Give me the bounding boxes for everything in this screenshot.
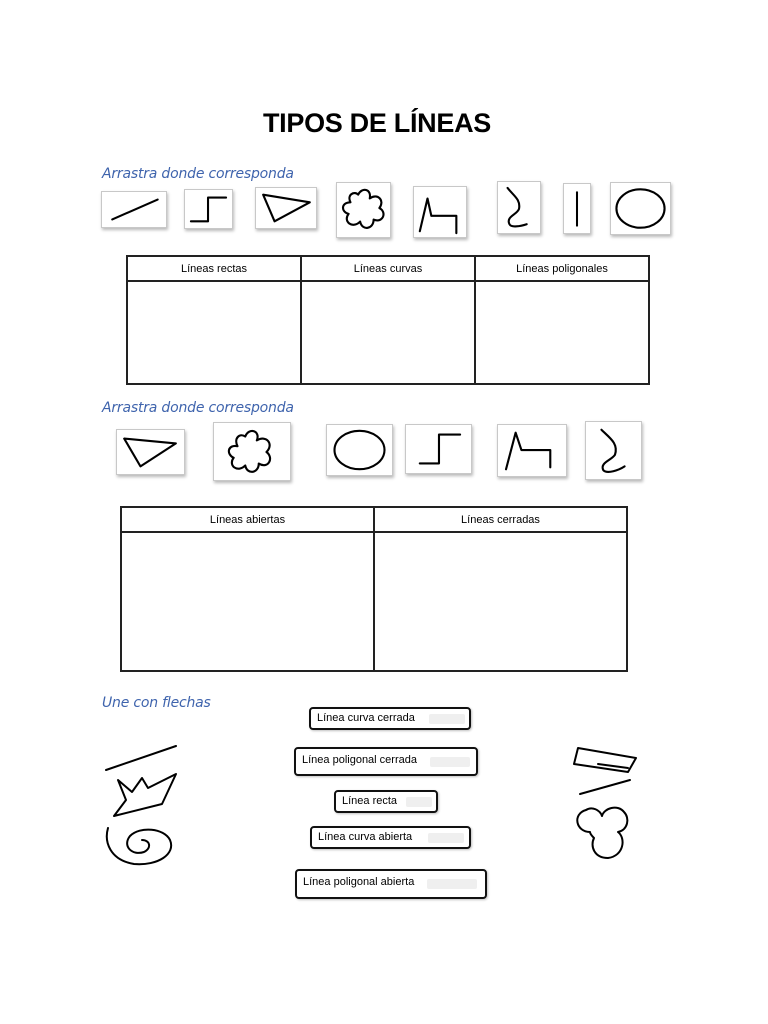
closed-curve-flower-icon bbox=[337, 183, 390, 237]
open-polygonal-zigzag-icon bbox=[566, 744, 644, 798]
page-title: TIPOS DE LÍNEAS bbox=[262, 108, 492, 138]
sort-table-2 bbox=[120, 506, 628, 672]
drag-card-oval-2[interactable] bbox=[326, 424, 393, 476]
open-polygonal-line-icon bbox=[498, 425, 566, 476]
right-shape-three-circles[interactable] bbox=[568, 800, 638, 862]
drop-zone-poligonales[interactable] bbox=[475, 281, 649, 384]
drop-zone-curvas[interactable] bbox=[301, 281, 475, 384]
oval-icon bbox=[327, 425, 392, 475]
instruction-2: Arrastra donde corresponda bbox=[102, 400, 294, 416]
left-shape-spiral[interactable] bbox=[100, 822, 182, 868]
drag-card-open-polygonal[interactable] bbox=[413, 186, 467, 238]
drag-card-step-line[interactable] bbox=[184, 189, 233, 229]
drop-zone-cerradas[interactable] bbox=[374, 532, 627, 671]
instruction-1: Arrastra donde corresponda bbox=[102, 166, 294, 182]
closed-curve-flower-icon bbox=[214, 423, 290, 480]
step-line-icon bbox=[406, 425, 471, 473]
instruction-3: Une con flechas bbox=[102, 695, 211, 711]
label-poligonal-abierta[interactable] bbox=[295, 869, 487, 899]
label-curva-abierta[interactable] bbox=[310, 826, 471, 849]
spiral-icon bbox=[100, 822, 182, 868]
drag-card-vertical-line[interactable] bbox=[563, 183, 591, 234]
right-shape-open-zigzag[interactable] bbox=[566, 744, 644, 798]
open-curve-line-icon bbox=[586, 422, 641, 479]
label-recta[interactable] bbox=[334, 790, 438, 813]
label-curva-cerrada[interactable] bbox=[309, 707, 471, 730]
answer-blank bbox=[430, 757, 470, 767]
header-lineas-abiertas: Líneas abiertas bbox=[121, 507, 374, 532]
drag-card-straight-line[interactable] bbox=[101, 191, 167, 228]
answer-blank bbox=[429, 714, 465, 724]
label-text: Línea poligonal cerrada bbox=[302, 754, 417, 766]
answer-blank bbox=[427, 879, 477, 889]
drag-card-triangle[interactable] bbox=[255, 187, 317, 229]
label-poligonal-cerrada[interactable] bbox=[294, 747, 478, 776]
label-text: Línea poligonal abierta bbox=[303, 876, 415, 888]
header-lineas-rectas: Líneas rectas bbox=[127, 256, 301, 281]
closed-polygon-icon bbox=[106, 770, 182, 822]
drag-card-triangle-2[interactable] bbox=[116, 429, 185, 475]
triangle-icon bbox=[117, 430, 184, 474]
drop-zone-rectas[interactable] bbox=[127, 281, 301, 384]
label-text: Línea curva abierta bbox=[318, 831, 413, 843]
drag-card-oval[interactable] bbox=[610, 182, 671, 235]
drop-zone-abiertas[interactable] bbox=[121, 532, 374, 671]
triangle-icon bbox=[256, 188, 316, 228]
drag-card-open-polygonal-2[interactable] bbox=[497, 424, 567, 477]
left-shape-closed-polygon[interactable] bbox=[106, 770, 182, 822]
label-text: Línea curva cerrada bbox=[317, 712, 415, 724]
open-polygonal-line-icon bbox=[414, 187, 466, 237]
header-lineas-cerradas: Líneas cerradas bbox=[374, 507, 627, 532]
left-shape-straight-line[interactable] bbox=[100, 740, 182, 774]
straight-line-icon bbox=[102, 192, 166, 227]
oval-icon bbox=[611, 183, 670, 234]
answer-blank bbox=[428, 833, 464, 843]
answer-blank bbox=[406, 797, 432, 807]
drag-card-closed-curve[interactable] bbox=[336, 182, 391, 238]
straight-line-icon bbox=[100, 740, 182, 774]
drag-card-step-line-2[interactable] bbox=[405, 424, 472, 474]
header-lineas-poligonales: Líneas poligonales bbox=[475, 256, 649, 281]
three-circle-curve-icon bbox=[568, 800, 638, 862]
sort-table-1 bbox=[126, 255, 650, 385]
drag-card-open-curve-2[interactable] bbox=[585, 421, 642, 480]
label-text: Línea recta bbox=[342, 795, 398, 807]
drag-card-closed-curve-2[interactable] bbox=[213, 422, 291, 481]
drag-card-open-curve[interactable] bbox=[497, 181, 541, 234]
open-curve-line-icon bbox=[498, 182, 540, 233]
step-line-icon bbox=[185, 190, 232, 228]
vertical-line-icon bbox=[564, 184, 590, 233]
header-lineas-curvas: Líneas curvas bbox=[301, 256, 475, 281]
